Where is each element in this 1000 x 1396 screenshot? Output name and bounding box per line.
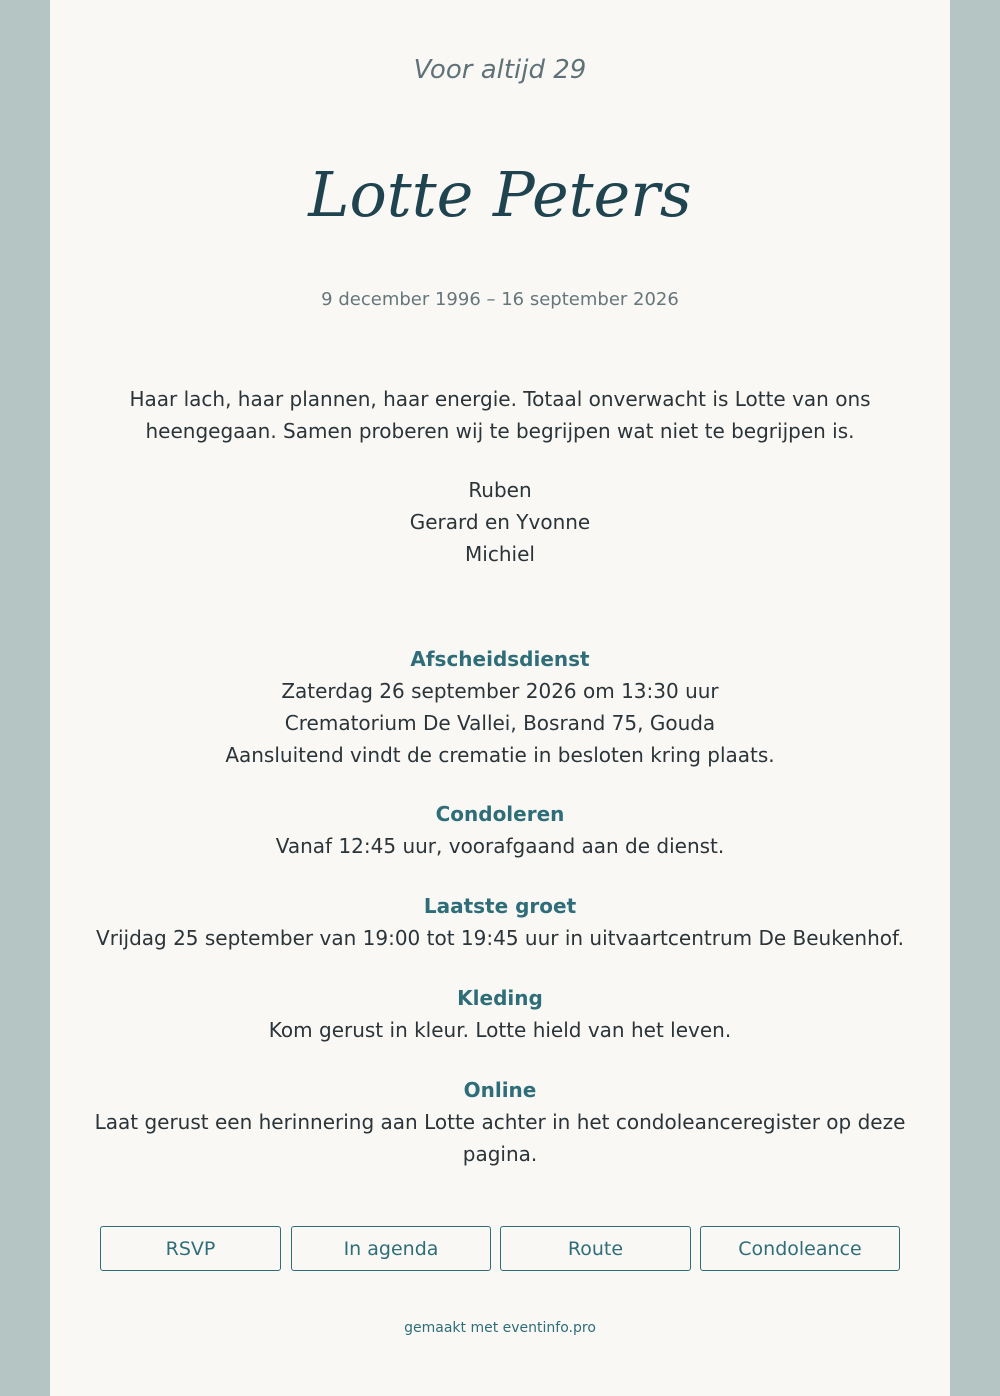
invitation-card xyxy=(50,0,950,1396)
footer-link[interactable]: gemaakt met eventinfo.pro xyxy=(404,1320,596,1336)
family-member: Michiel xyxy=(465,542,535,566)
deceased-name: Lotte Peters xyxy=(308,158,692,231)
section-line: Crematorium De Vallei, Bosrand 75, Gouda xyxy=(284,711,716,735)
family-member: Ruben xyxy=(468,478,532,502)
family-member: Gerard en Yvonne xyxy=(409,510,591,534)
section-online xyxy=(90,1074,910,1170)
section-line: Vanaf 12:45 uur, voorafgaand aan de dienst. xyxy=(275,834,725,858)
section-afscheidsdienst xyxy=(90,643,910,771)
section-line: Kom gerust in kleur. Lotte hield van het leven. xyxy=(268,1018,732,1042)
section-line: Vrijdag 25 september van 19:00 tot 19:45 uur in uitvaartcentrum De Beukenhof. xyxy=(96,926,904,950)
section-condoleren xyxy=(90,798,910,862)
life-dates: 9 december 1996 – 16 september 2026 xyxy=(321,289,679,310)
section-title: Online xyxy=(463,1078,537,1102)
section-title: Afscheidsdienst xyxy=(410,647,590,671)
family-list xyxy=(50,474,950,570)
route-button[interactable]: Route xyxy=(500,1226,691,1271)
section-line: Laat gerust een herinnering aan Lotte achter in het condoleanceregister op deze pagina. xyxy=(94,1110,906,1166)
intro-text: Haar lach, haar plannen, haar energie. Totaal onverwacht is Lotte van ons heengegaan. Samen proberen wij te begrijpen wat niet te begrijpen is. xyxy=(129,387,871,443)
section-kleding xyxy=(90,982,910,1046)
section-line: Aansluitend vindt de crematie in besloten kring plaats. xyxy=(225,743,775,767)
section-laatste-groet xyxy=(90,890,910,954)
section-line: Zaterdag 26 september 2026 om 13:30 uur xyxy=(281,679,719,703)
add-to-agenda-button[interactable]: In agenda xyxy=(291,1226,491,1271)
footer xyxy=(50,1318,950,1338)
section-title: Kleding xyxy=(457,986,543,1010)
section-title: Laatste groet xyxy=(423,894,577,918)
rsvp-button[interactable]: RSVP xyxy=(100,1226,281,1271)
tagline: Voor altijd 29 xyxy=(413,55,587,85)
condoleance-button[interactable]: Condoleance xyxy=(700,1226,900,1271)
section-title: Condoleren xyxy=(435,802,565,826)
